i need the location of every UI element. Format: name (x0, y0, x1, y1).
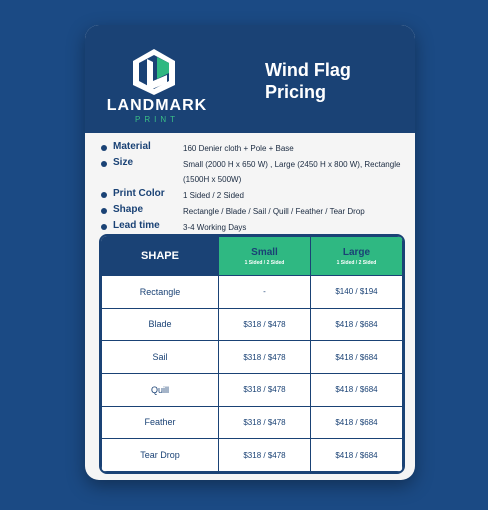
shape-cell: Blade (102, 308, 219, 341)
table-row (102, 308, 403, 341)
brand-subtitle: PRINT (135, 115, 179, 124)
shape-cell: Rectangle (102, 276, 219, 309)
spec-label: Shape (113, 204, 144, 215)
spec-value: 3-4 Working Days (183, 223, 247, 232)
spec-material (99, 141, 409, 156)
small-price-cell: $318 / $478 (219, 439, 311, 472)
spec-list (99, 141, 409, 236)
table-row (102, 439, 403, 472)
spec-value: 160 Denier cloth + Pole + Base (183, 144, 294, 153)
pricing-card (85, 25, 415, 480)
large-price-cell: $418 / $684 (311, 308, 403, 341)
small-price-cell: $318 / $478 (219, 341, 311, 374)
bullet-icon (101, 145, 107, 151)
spec-shape (99, 204, 409, 219)
shape-cell: Tear Drop (102, 439, 219, 472)
landmark-logo-icon (131, 47, 177, 97)
table-header-row (102, 237, 403, 276)
bullet-icon (101, 192, 107, 198)
spec-value: 1 Sided / 2 Sided (183, 191, 244, 200)
size-name: Large (342, 246, 371, 258)
pricing-table (99, 234, 405, 474)
small-price-cell: $318 / $478 (219, 406, 311, 439)
size-note: 1 Sided / 2 Sided (244, 259, 285, 266)
bullet-icon (101, 224, 107, 230)
shape-cell: Quill (102, 373, 219, 406)
shape-column-header: SHAPE (102, 237, 219, 276)
shape-cell: Feather (102, 406, 219, 439)
large-column-header (311, 237, 403, 276)
large-price-cell: $418 / $684 (311, 406, 403, 439)
card-header (85, 25, 415, 133)
spec-lead-time (99, 220, 409, 235)
bullet-icon (101, 161, 107, 167)
large-price-cell: $418 / $684 (311, 439, 403, 472)
small-price-cell: $318 / $478 (219, 373, 311, 406)
spec-label: Size (113, 157, 134, 168)
table-row (102, 276, 403, 309)
large-price-cell: $418 / $684 (311, 341, 403, 374)
spec-label: Material (113, 141, 151, 152)
shape-cell: Sail (102, 341, 219, 374)
small-column-header (219, 237, 311, 276)
table-row (102, 373, 403, 406)
spec-value: Rectangle / Blade / Sail / Quill / Feather / Tear Drop (183, 207, 365, 216)
small-price-cell: - (219, 276, 311, 309)
size-note: 1 Sided / 2 Sided (336, 259, 377, 266)
small-price-cell: $318 / $478 (219, 308, 311, 341)
bullet-icon (101, 208, 107, 214)
large-price-cell: $140 / $194 (311, 276, 403, 309)
spec-value: Small (2000 H x 650 W) , Large (2450 H x 800 W), Rectangle (1500H x 500W) (183, 160, 401, 184)
spec-label: Lead time (113, 220, 160, 231)
spec-label: Print Color (113, 188, 165, 199)
spec-print-color (99, 188, 409, 203)
size-name: Small (251, 246, 278, 258)
large-price-cell: $418 / $684 (311, 373, 403, 406)
page-title: Wind Flag Pricing (265, 60, 351, 102)
table-row (102, 341, 403, 374)
brand-name: LANDMARK (106, 97, 208, 114)
spec-size (99, 157, 409, 187)
table-row (102, 406, 403, 439)
